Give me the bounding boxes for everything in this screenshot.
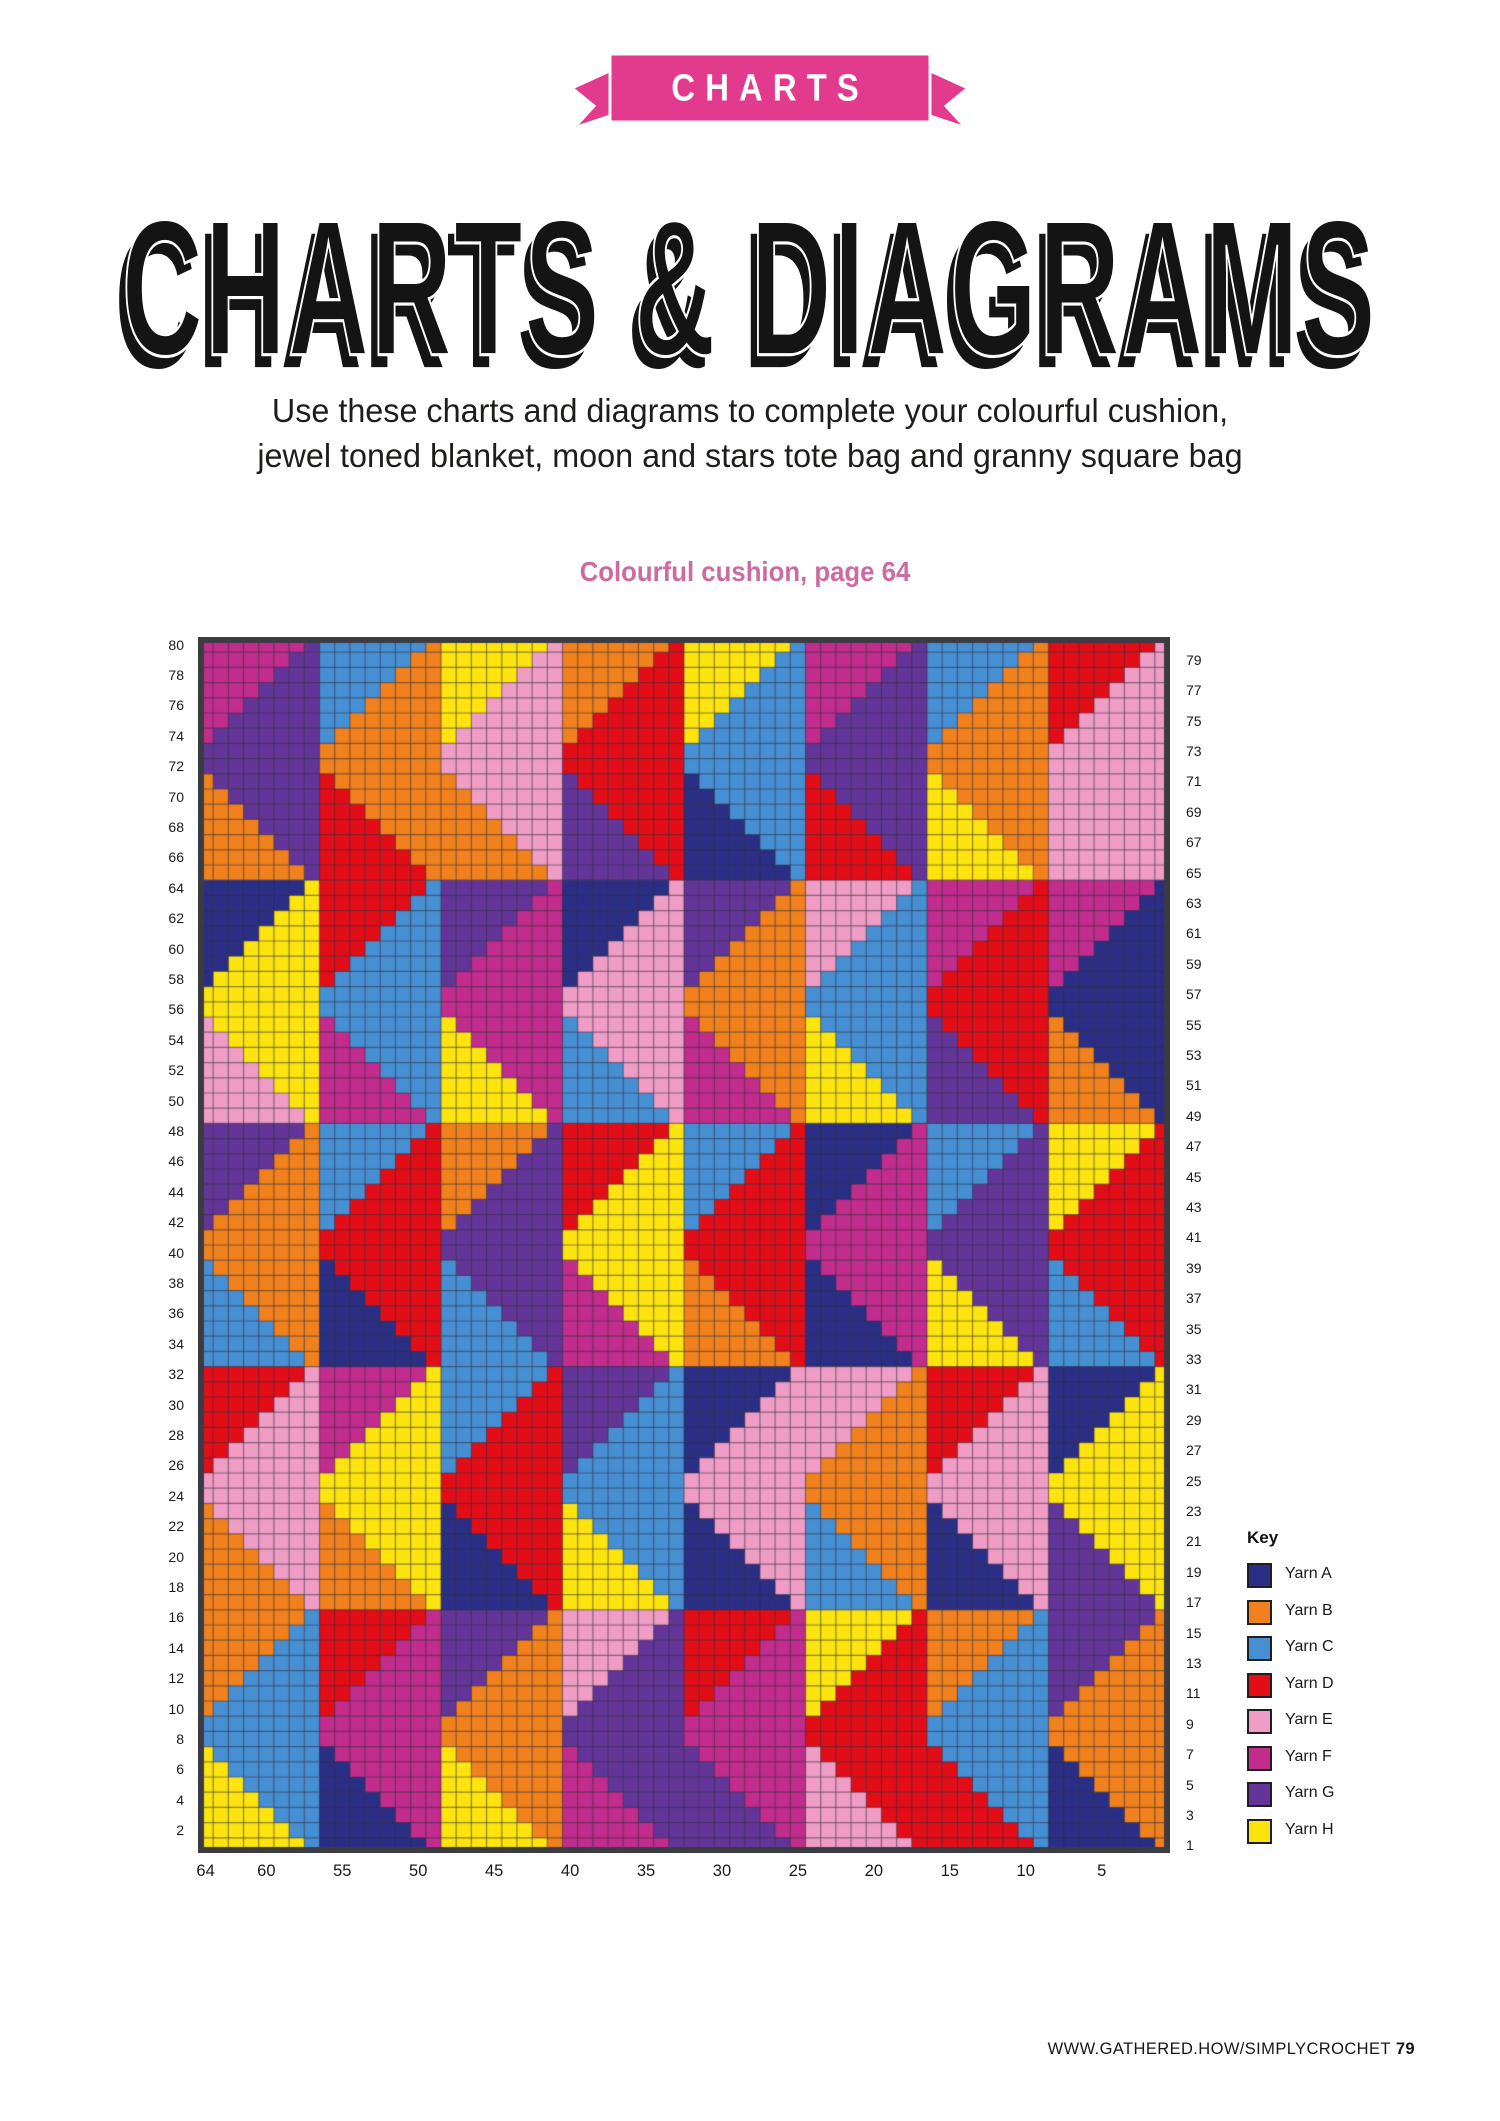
row-label-left: 72 <box>168 758 184 775</box>
row-label-left: 10 <box>168 1700 184 1717</box>
row-label-right: 15 <box>1186 1624 1202 1641</box>
row-label-right: 71 <box>1186 773 1202 790</box>
row-label-left: 64 <box>168 879 184 896</box>
row-label-right: 45 <box>1186 1168 1202 1185</box>
row-label-right: 67 <box>1186 834 1202 851</box>
subtitle-line-1: Use these charts and diagrams to complete your colourful cushion, <box>271 392 1229 429</box>
row-label-left: 18 <box>168 1579 184 1595</box>
key-entries <box>1247 1558 1467 1850</box>
row-label-right: 1 <box>1186 1837 1194 1854</box>
row-label-left: 46 <box>168 1153 184 1170</box>
row-label-left: 60 <box>168 940 184 957</box>
row-label-left: 12 <box>168 1670 184 1687</box>
row-label-left: 56 <box>168 1001 184 1018</box>
row-label-left: 50 <box>168 1092 184 1109</box>
key-entry-label: Yarn A <box>1285 1565 1332 1582</box>
row-label-left: 4 <box>176 1791 184 1808</box>
page-title: CHARTS & DIAGRAMS <box>122 181 1378 397</box>
key-entry <box>1247 1668 1467 1705</box>
stitch-label: 45 <box>484 1862 504 1880</box>
row-label-left: 70 <box>168 788 184 805</box>
stitch-label: 5 <box>1097 1862 1107 1880</box>
stitch-label: 15 <box>940 1862 959 1880</box>
row-label-right: 5 <box>1186 1776 1194 1793</box>
key-swatch-e <box>1247 1709 1272 1734</box>
row-label-right: 73 <box>1186 743 1202 759</box>
row-label-right: 69 <box>1186 803 1202 820</box>
row-label-left: 38 <box>168 1275 184 1291</box>
stitch-label: 60 <box>257 1862 276 1880</box>
row-label-left: 26 <box>168 1457 184 1474</box>
row-label-left: 40 <box>168 1244 184 1261</box>
subtitle-line-2: jewel toned blanket, moon and stars tote bag and granny square bag <box>257 437 1243 474</box>
row-label-right: 59 <box>1186 955 1202 972</box>
stitch-label: 25 <box>788 1862 808 1880</box>
banner-label: CHARTS <box>671 66 869 109</box>
footer-page-number: 79 <box>1395 2040 1415 2058</box>
key-swatch-b <box>1247 1600 1272 1625</box>
row-label-left: 58 <box>168 971 184 987</box>
row-label-right: 43 <box>1186 1199 1202 1215</box>
row-label-right: 49 <box>1186 1107 1202 1124</box>
row-label-right: 11 <box>1186 1685 1201 1702</box>
row-label-left: 8 <box>176 1731 184 1747</box>
row-label-right: 63 <box>1186 895 1202 911</box>
key-swatch-a <box>1247 1563 1272 1588</box>
row-label-right: 13 <box>1186 1655 1202 1671</box>
key-entry <box>1247 1631 1467 1668</box>
stitch-label: 30 <box>712 1862 732 1880</box>
footer <box>1048 2040 1415 2059</box>
row-label-right: 37 <box>1186 1290 1202 1307</box>
row-label-left: 22 <box>168 1518 184 1535</box>
row-label-right: 57 <box>1186 986 1202 1003</box>
key-swatch-f <box>1247 1746 1272 1771</box>
row-label-left: 44 <box>168 1183 184 1200</box>
row-label-left: 34 <box>168 1335 184 1352</box>
row-label-right: 29 <box>1186 1411 1202 1428</box>
key-swatch-h <box>1247 1819 1272 1844</box>
stitch-label: 20 <box>864 1862 884 1880</box>
row-label-right: 7 <box>1186 1746 1194 1763</box>
row-label-left: 30 <box>168 1396 184 1413</box>
row-label-right: 31 <box>1186 1381 1202 1398</box>
row-label-left: 74 <box>168 727 184 744</box>
footer-url: WWW.GATHERED.HOW/SIMPLYCROCHET <box>1047 2040 1391 2058</box>
page-subtitle <box>15 388 1485 478</box>
row-label-left: 32 <box>168 1366 184 1383</box>
section-heading: Colourful cushion, page 64 <box>579 556 911 587</box>
key-entry <box>1247 1777 1467 1814</box>
key-entry <box>1247 1814 1467 1851</box>
row-label-left: 76 <box>168 697 184 714</box>
key-entry <box>1247 1595 1467 1632</box>
key-entry-label: Yarn B <box>1285 1601 1333 1619</box>
row-label-right: 19 <box>1186 1563 1202 1580</box>
row-label-left: 52 <box>168 1062 184 1079</box>
row-label-right: 75 <box>1186 712 1202 729</box>
stitch-label: 55 <box>333 1862 352 1880</box>
row-label-left: 24 <box>168 1487 184 1504</box>
row-label-right: 27 <box>1186 1442 1202 1459</box>
row-labels-left <box>138 637 190 1853</box>
stitch-label: 64 <box>196 1862 215 1880</box>
row-label-right: 23 <box>1186 1503 1202 1519</box>
row-label-left: 62 <box>168 910 184 927</box>
row-label-right: 35 <box>1186 1320 1202 1337</box>
row-label-left: 20 <box>168 1548 184 1565</box>
row-label-right: 41 <box>1186 1229 1202 1246</box>
row-label-right: 55 <box>1186 1016 1202 1033</box>
key-entry-label: Yarn C <box>1285 1638 1334 1655</box>
row-label-left: 68 <box>168 819 184 835</box>
key-swatch-c <box>1247 1636 1272 1661</box>
key-swatch-g <box>1247 1782 1272 1807</box>
row-label-right: 9 <box>1186 1715 1194 1732</box>
stitch-label: 10 <box>1016 1862 1035 1880</box>
row-label-right: 3 <box>1186 1807 1194 1823</box>
row-label-left: 2 <box>176 1822 184 1839</box>
row-labels-right <box>1180 637 1232 1853</box>
key-entry <box>1247 1704 1467 1741</box>
key-entry-label: Yarn E <box>1285 1711 1333 1728</box>
row-label-left: 28 <box>168 1427 184 1443</box>
stitch-label: 35 <box>636 1862 656 1880</box>
row-label-right: 21 <box>1186 1533 1202 1550</box>
row-label-right: 25 <box>1186 1472 1202 1489</box>
key-entry <box>1247 1741 1467 1778</box>
row-label-left: 14 <box>168 1639 184 1656</box>
row-label-right: 33 <box>1186 1351 1202 1367</box>
cushion-chart-canvas <box>198 637 1170 1853</box>
row-label-left: 42 <box>168 1214 184 1231</box>
row-label-left: 48 <box>168 1123 184 1139</box>
key-entry-label: Yarn D <box>1285 1674 1334 1692</box>
row-label-left: 54 <box>168 1031 184 1048</box>
row-label-right: 47 <box>1186 1138 1202 1155</box>
row-label-right: 53 <box>1186 1047 1202 1063</box>
row-label-left: 78 <box>168 667 184 683</box>
row-label-left: 80 <box>168 636 184 653</box>
key-entry-label: Yarn F <box>1285 1747 1332 1765</box>
key-title: Key <box>1247 1528 1279 1547</box>
row-label-right: 77 <box>1186 682 1202 699</box>
key-swatch-d <box>1247 1673 1272 1698</box>
row-label-left: 6 <box>176 1761 184 1778</box>
row-label-right: 39 <box>1186 1259 1202 1276</box>
key-entry-label: Yarn G <box>1285 1784 1335 1801</box>
row-label-right: 65 <box>1186 864 1202 881</box>
charts-ribbon-banner <box>570 48 970 144</box>
stitch-label: 40 <box>560 1862 580 1880</box>
stitch-labels-bottom <box>198 1862 1170 1886</box>
row-label-right: 61 <box>1186 925 1202 942</box>
chart-key <box>1247 1528 1467 1850</box>
row-label-left: 66 <box>168 849 184 866</box>
row-label-right: 51 <box>1186 1077 1202 1094</box>
row-label-left: 16 <box>168 1609 184 1626</box>
row-label-left: 36 <box>168 1305 184 1322</box>
key-entry-label: Yarn H <box>1285 1820 1334 1838</box>
row-label-right: 17 <box>1186 1594 1202 1611</box>
stitch-label: 50 <box>409 1862 428 1880</box>
cushion-chart <box>198 637 1170 1853</box>
key-entry <box>1247 1558 1467 1595</box>
row-label-right: 79 <box>1186 651 1202 668</box>
